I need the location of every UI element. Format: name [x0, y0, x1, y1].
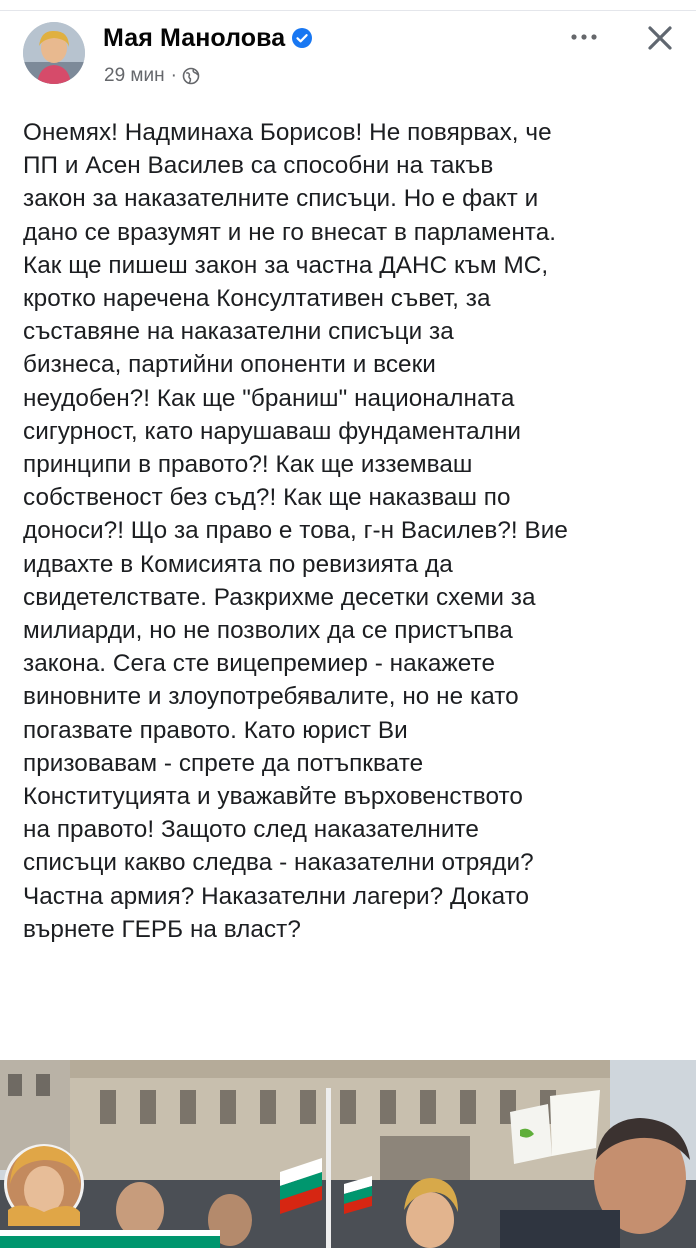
- meta-separator: ·: [170, 65, 177, 86]
- globe-icon: [182, 67, 200, 85]
- verified-badge-icon: [291, 27, 313, 49]
- close-icon: [647, 25, 673, 51]
- avatar[interactable]: [23, 22, 85, 84]
- author-name[interactable]: Мая Манолова: [103, 23, 286, 52]
- post-text: Онемях! Надминаха Борисов! Не повярвах, че ПП и Асен Василев са способни на такъв закон за наказателните списъци. Но е факт и дано се вразумят и не го внесат в парламента. Как ще пишеш закон за частна ДАНС към МС, кротко наречена Консултативен съвет, за съставяне на наказателни списъци за бизнеса, партийни опоненти и всеки неудобен?! Как ще "браниш" националната сигурност, като нарушаваш фундаментални принципи в правото?! Как ще изземваш собственост без съд?! Как ще наказваш по доноси?! Що за право е това, г-н Василев?! Вие идвахте в Комисията по ревизията да свидетелствате. Разкрихме десетки схеми за милиарди, но не позволих да се пристъпва закона. Сега сте вицепремиер - накажете виновните и злоупотребявалите, но не като погазвате правото. Като юрист Ви призовавам - спрете да потъпквате Конституцията и уважавйте върховенството на правото! Защото след наказателните списъци какво следва - наказателни отряди? Частна армия? Наказателни лагери? Докато върнете ГЕРБ на власт?: [23, 119, 568, 943]
- post-header: [0, 10, 696, 92]
- more-options-button[interactable]: [566, 22, 602, 52]
- post-photo[interactable]: [0, 1060, 696, 1248]
- close-button[interactable]: [640, 18, 680, 58]
- post-meta: [104, 64, 200, 88]
- post-timestamp[interactable]: 29 мин: [104, 65, 165, 86]
- author-row: [103, 22, 313, 54]
- more-options-icon: [570, 33, 598, 41]
